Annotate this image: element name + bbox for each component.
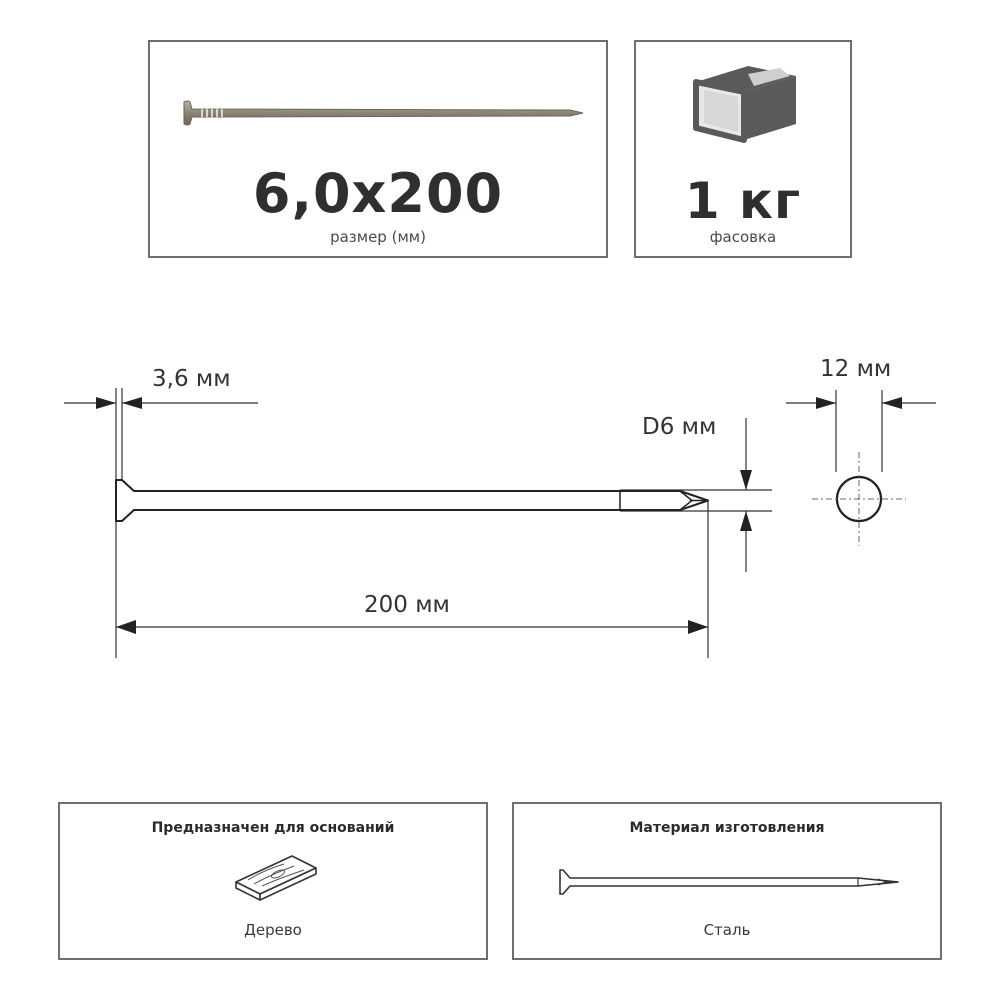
head-diameter-label: 12 мм bbox=[820, 356, 892, 382]
size-caption: размер (мм) bbox=[330, 228, 426, 246]
wood-plank-icon bbox=[234, 852, 318, 902]
material-card-title: Материал изготовления bbox=[629, 820, 825, 836]
shank-diameter-label: D6 мм bbox=[642, 414, 717, 440]
material-card bbox=[512, 802, 942, 960]
package-value: 1 кг bbox=[684, 172, 802, 230]
head-thickness-label: 3,6 мм bbox=[152, 366, 231, 392]
base-card bbox=[58, 802, 488, 960]
length-label: 200 мм bbox=[364, 592, 450, 618]
nail-icon bbox=[558, 868, 902, 896]
base-card-title: Предназначен для оснований bbox=[151, 820, 395, 836]
material-card-item: Сталь bbox=[703, 921, 751, 939]
size-value: 6,0x200 bbox=[252, 162, 504, 225]
base-card-item: Дерево bbox=[244, 921, 302, 939]
package-caption: фасовка bbox=[709, 228, 777, 246]
